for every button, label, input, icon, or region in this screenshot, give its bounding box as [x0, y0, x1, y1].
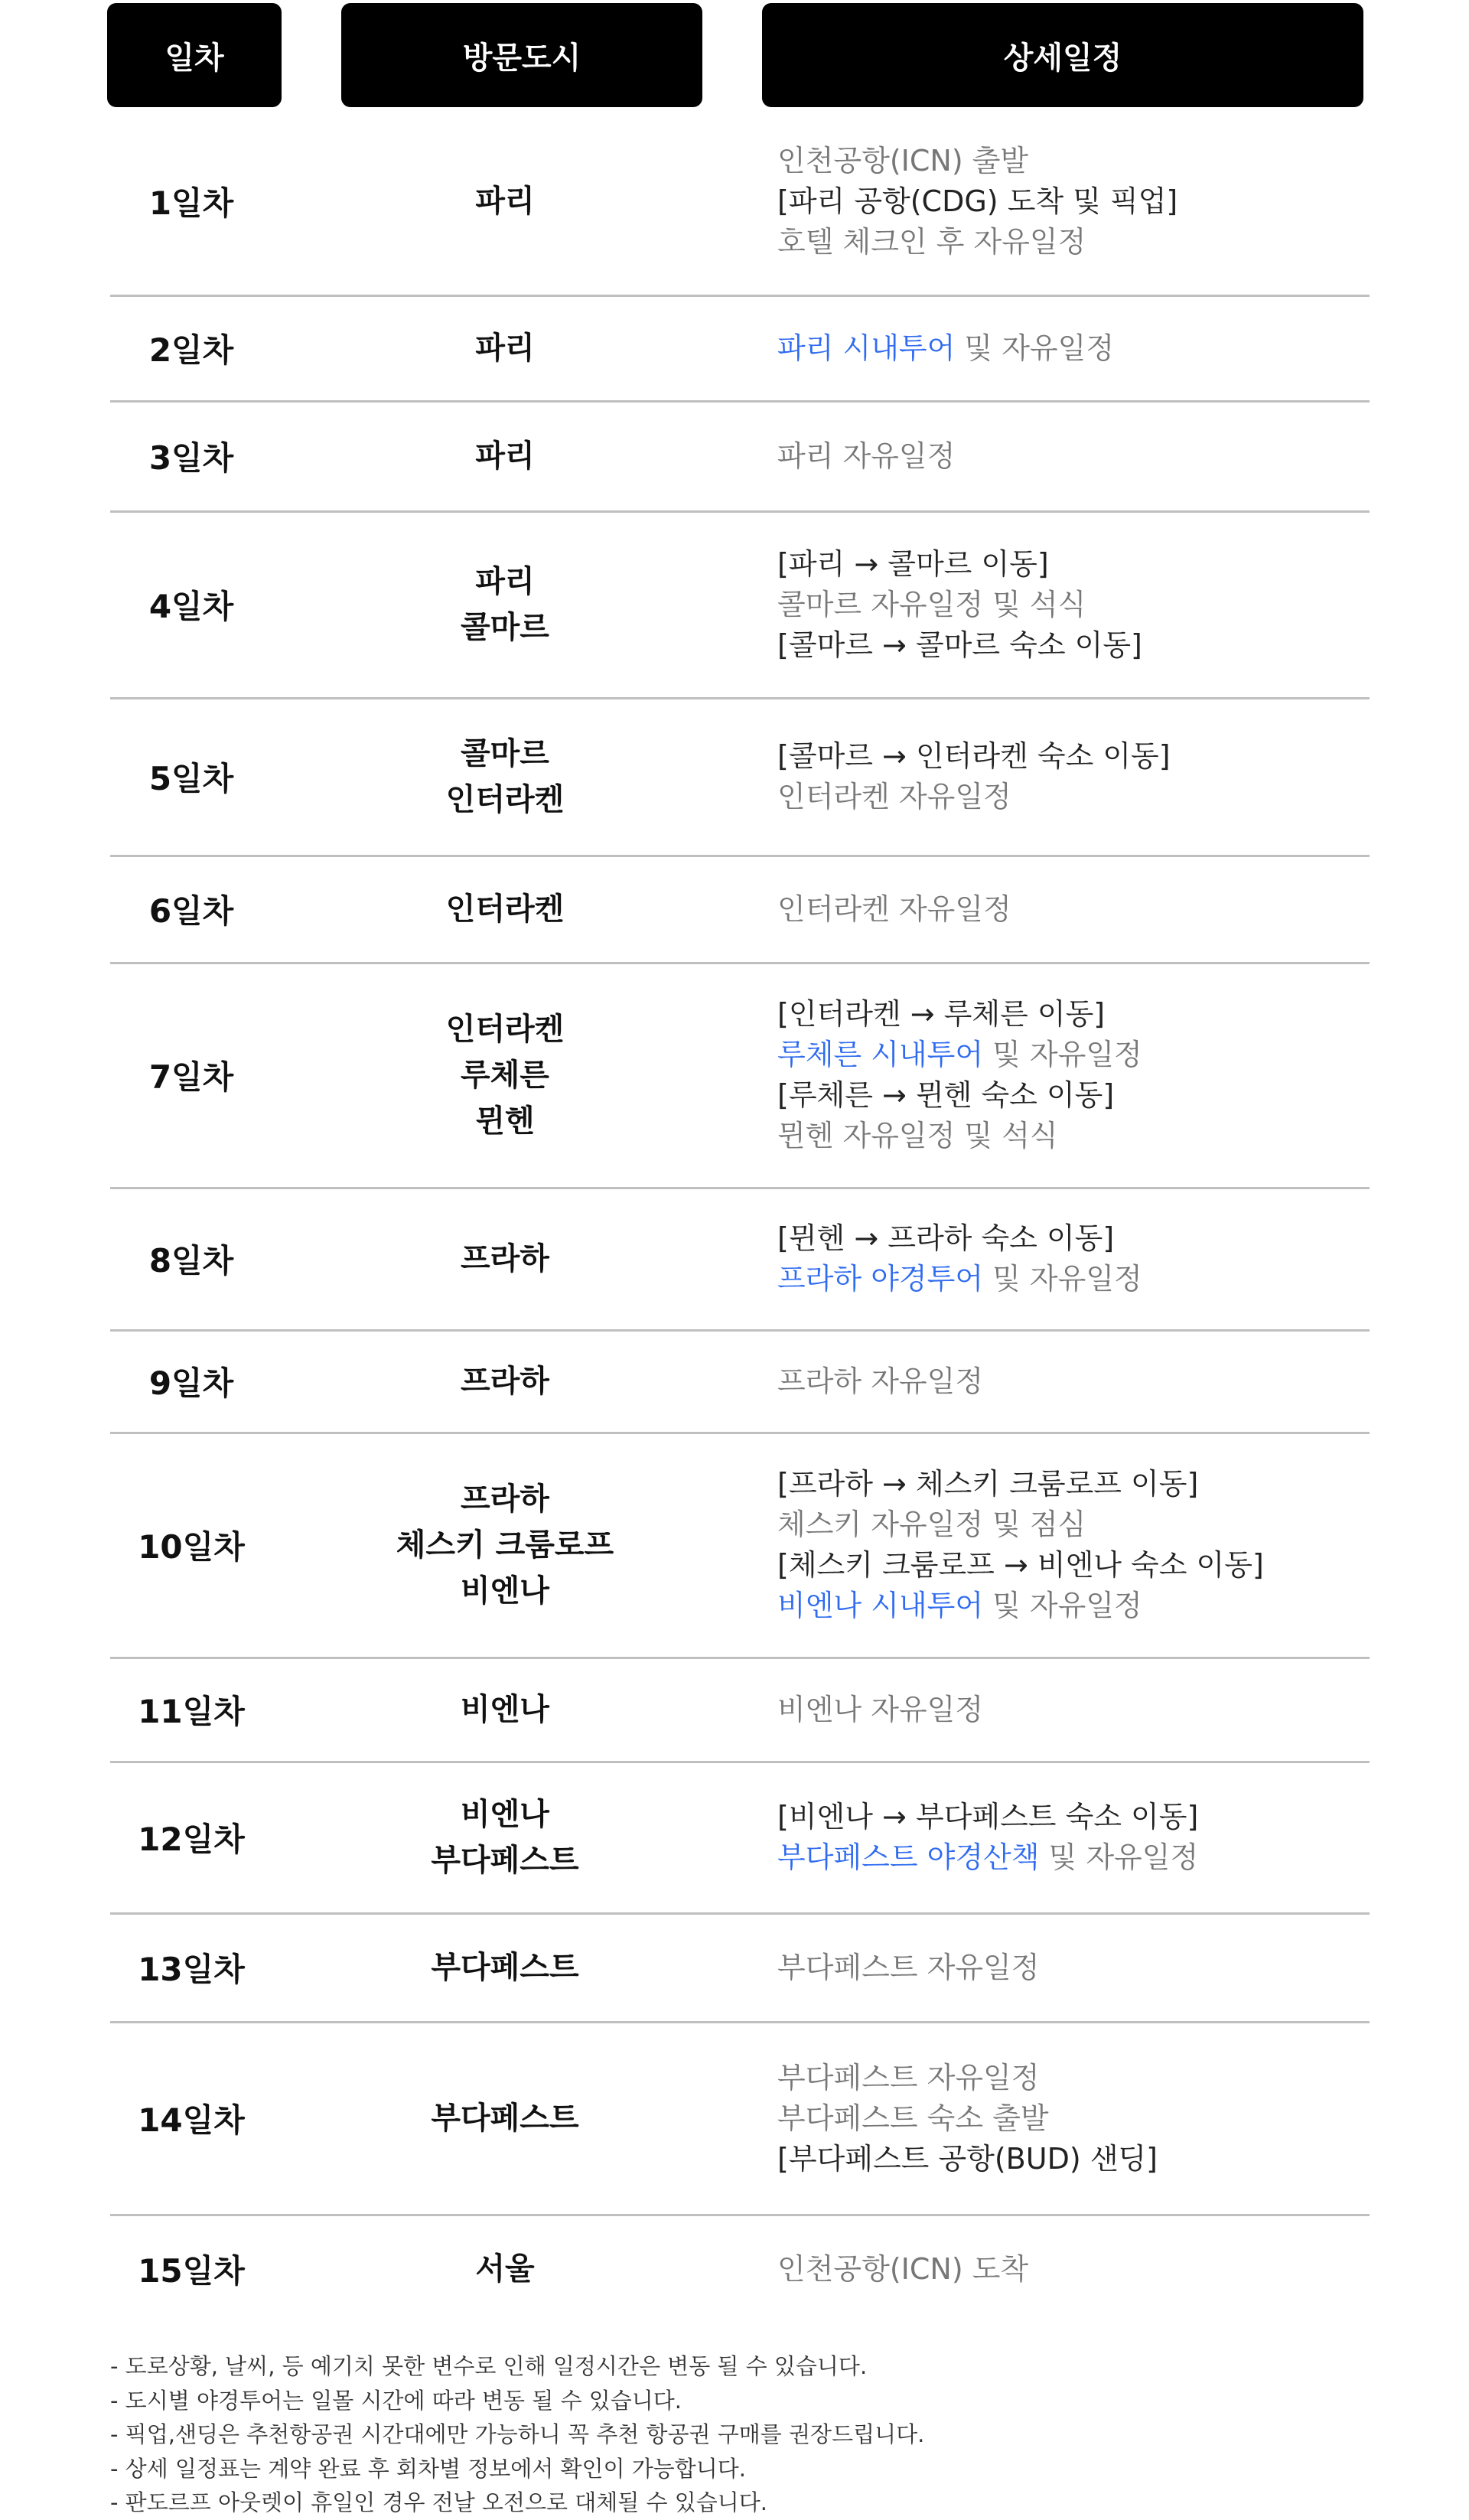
detail-line [777, 1586, 1374, 1626]
day-cell: 9일차 [148, 1364, 234, 1402]
day-cell: 4일차 [148, 588, 234, 625]
detail-line [777, 181, 1374, 222]
detail-text: [부다페스트 공항(BUD) 샌딩] [777, 2141, 1158, 2176]
city-name: 프라하 [461, 1241, 549, 1276]
detail-line [777, 1545, 1374, 1586]
day-cell: 7일차 [148, 1058, 234, 1096]
detail-cell [777, 2249, 1374, 2290]
detail-line [777, 1837, 1374, 1878]
city-name: 체스키 크룸로프 [396, 1527, 614, 1563]
city-cell [363, 1476, 647, 1614]
detail-cell [777, 1690, 1374, 1730]
detail-text: [뮌헨 → 프라하 숙소 이동] [777, 1221, 1115, 1255]
table-row [110, 1433, 1370, 1658]
detail-line [777, 1505, 1374, 1545]
detail-text: 부다페스트 숙소 출발 [777, 2101, 1049, 2135]
detail-line [777, 222, 1374, 262]
city-name: 파리 [475, 184, 535, 219]
table-row [110, 401, 1370, 511]
detail-text: [비엔나 → 부다페스트 숙소 이동] [777, 1800, 1199, 1834]
header-day: 일차 [107, 3, 282, 107]
city-cell [363, 178, 647, 224]
header-city: 방문도시 [341, 3, 702, 107]
city-cell [363, 1945, 647, 1990]
detail-line [777, 994, 1374, 1035]
city-name: 서울 [475, 2251, 535, 2287]
detail-text: [인터라켄 → 루체른 이동] [777, 997, 1106, 1031]
day-cell: 1일차 [148, 184, 234, 222]
table-row [110, 698, 1370, 856]
detail-line [777, 436, 1374, 477]
day-cell: 5일차 [148, 760, 234, 797]
city-name: 파리 [475, 331, 535, 366]
city-name: 인터라켄 [445, 892, 565, 927]
detail-cell [777, 328, 1374, 369]
detail-cell [777, 889, 1374, 930]
city-name: 프라하 [461, 1482, 549, 1517]
table-row [110, 963, 1370, 1188]
detail-line [777, 141, 1374, 181]
table-row [110, 2215, 1370, 2323]
city-cell [363, 1358, 647, 1404]
table-row [110, 1762, 1370, 1913]
city-cell [363, 886, 647, 932]
detail-line [777, 1116, 1374, 1156]
detail-cell [777, 544, 1374, 666]
detail-line [777, 2098, 1374, 2139]
table-row [110, 295, 1370, 401]
city-cell [363, 1791, 647, 1883]
detail-line [777, 1218, 1374, 1259]
detail-text: 및 자유일정 [983, 1589, 1142, 1622]
tour-highlight: 부다페스트 야경산책 [777, 1840, 1040, 1874]
detail-line [777, 585, 1374, 625]
detail-text: 콜마르 자유일정 및 석식 [777, 587, 1086, 621]
table-row [110, 2022, 1370, 2215]
detail-line [777, 1948, 1374, 1988]
table-row [110, 107, 1370, 295]
detail-line [777, 1690, 1374, 1730]
day-cell: 12일차 [138, 1821, 245, 1858]
detail-text: 프라하 자유일정 [777, 1364, 984, 1398]
detail-cell [777, 1464, 1374, 1626]
detail-text: [콜마르 → 콜마르 숙소 이동] [777, 628, 1142, 662]
table-row [110, 511, 1370, 698]
day-cell: 8일차 [148, 1242, 234, 1280]
day-cell: 10일차 [138, 1528, 245, 1566]
detail-line [777, 328, 1374, 369]
day-cell: 13일차 [138, 1951, 245, 1988]
header-detail: 상세일정 [762, 3, 1363, 107]
detail-line [777, 889, 1374, 930]
day-cell: 14일차 [138, 2101, 245, 2139]
detail-text: 비엔나 자유일정 [777, 1692, 984, 1726]
detail-text: 파리 자유일정 [777, 438, 956, 473]
note-item: - 도로상황, 날씨, 등 예기치 못한 변수로 인해 일정시간은 변동 될 수 있습니다. [110, 2353, 868, 2379]
table-row [110, 1330, 1370, 1433]
detail-text: 인천공항(ICN) 도착 [777, 2251, 1029, 2286]
detail-text: [체스키 크룸로프 → 비엔나 숙소 이동] [777, 1548, 1264, 1582]
detail-line [777, 2249, 1374, 2290]
detail-text: 및 자유일정 [1039, 1840, 1199, 1874]
city-name: 파리 [475, 564, 535, 599]
detail-line [777, 1797, 1374, 1837]
detail-line [777, 1035, 1374, 1075]
detail-text: [파리 공항(CDG) 도착 및 픽업] [777, 184, 1178, 218]
detail-line [777, 544, 1374, 585]
city-name: 뮌헨 [475, 1104, 535, 1139]
city-cell [363, 731, 647, 823]
detail-line [777, 736, 1374, 777]
day-cell: 15일차 [138, 2252, 245, 2290]
day-cell: 11일차 [138, 1693, 245, 1730]
detail-text: 및 자유일정 [983, 1038, 1142, 1071]
table-row [110, 1913, 1370, 2022]
table-row [110, 1188, 1370, 1330]
city-cell [363, 1236, 647, 1282]
detail-text: 뮌헨 자유일정 및 석식 [777, 1119, 1058, 1152]
detail-line [777, 2139, 1374, 2179]
note-item: - 픽업,샌딩은 추천항공권 시간대에만 가능하니 꼭 추천 항공권 구매를 권장드립니다. [110, 2421, 925, 2447]
detail-cell [777, 1948, 1374, 1988]
detail-text: 인터라켄 자유일정 [777, 892, 1011, 926]
detail-text: 및 자유일정 [955, 331, 1115, 365]
detail-line [777, 625, 1374, 666]
city-name: 비엔나 [461, 1797, 549, 1832]
detail-cell [777, 1218, 1374, 1299]
city-name: 파리 [475, 438, 535, 474]
detail-line [777, 1259, 1374, 1299]
detail-cell [777, 1361, 1374, 1402]
detail-text: 체스키 자유일정 및 점심 [777, 1508, 1086, 1541]
city-name: 부다페스트 [431, 1843, 579, 1878]
city-name: 인터라켄 [445, 782, 565, 817]
tour-highlight: 프라하 야경투어 [777, 1262, 984, 1296]
detail-text: 부다페스트 자유일정 [777, 1950, 1040, 1984]
tour-highlight: 루체른 시내투어 [777, 1038, 984, 1071]
day-cell: 6일차 [148, 892, 234, 930]
detail-line [777, 1464, 1374, 1505]
detail-cell [777, 994, 1374, 1156]
city-cell [363, 1006, 647, 1144]
city-name: 인터라켄 [445, 1012, 565, 1047]
detail-text: [콜마르 → 인터라켄 숙소 이동] [777, 739, 1171, 773]
city-cell [363, 559, 647, 650]
detail-cell [777, 1797, 1374, 1878]
detail-text: 인터라켄 자유일정 [777, 780, 1011, 813]
detail-line [777, 1361, 1374, 1402]
city-cell [363, 2095, 647, 2141]
city-name: 부다페스트 [431, 2101, 579, 2136]
city-name: 비엔나 [461, 1573, 549, 1609]
note-item: - 도시별 야경투어는 일몰 시간에 따라 변동 될 수 있습니다. [110, 2387, 682, 2414]
detail-text: 부다페스트 자유일정 [777, 2060, 1040, 2095]
city-cell [363, 325, 647, 371]
city-name: 콜마르 [461, 610, 549, 645]
detail-text: 호텔 체크인 후 자유일정 [777, 224, 1086, 259]
day-cell: 2일차 [148, 331, 234, 369]
city-name: 콜마르 [461, 736, 549, 771]
note-item: - 상세 일정표는 계약 완료 후 회차별 정보에서 확인이 가능합니다. [110, 2455, 747, 2482]
city-name: 루체른 [461, 1058, 549, 1093]
tour-highlight: 비엔나 시내투어 [777, 1589, 984, 1622]
table-row [110, 856, 1370, 963]
detail-text: [파리 → 콜마르 이동] [777, 546, 1049, 581]
table-row [110, 1658, 1370, 1762]
detail-cell [777, 141, 1374, 262]
detail-line [777, 2058, 1374, 2098]
detail-text: 및 자유일정 [983, 1262, 1142, 1296]
detail-text: 인천공항(ICN) 출발 [777, 143, 1029, 178]
detail-line [777, 777, 1374, 817]
detail-text: [루체른 → 뮌헨 숙소 이동] [777, 1078, 1115, 1112]
city-cell [363, 1687, 647, 1733]
city-name: 비엔나 [461, 1692, 549, 1727]
detail-cell [777, 2058, 1374, 2179]
city-name: 프라하 [461, 1364, 549, 1399]
day-cell: 3일차 [148, 439, 234, 477]
detail-line [777, 1075, 1374, 1116]
city-cell [363, 433, 647, 479]
detail-cell [777, 436, 1374, 477]
city-name: 부다페스트 [431, 1950, 579, 1985]
detail-cell [777, 736, 1374, 817]
notes-list [110, 2349, 1365, 2520]
detail-text: [프라하 → 체스키 크룸로프 이동] [777, 1467, 1199, 1501]
city-cell [363, 2246, 647, 2292]
tour-highlight: 파리 시내투어 [777, 331, 956, 365]
note-item: - 판도르프 아웃렛이 휴일인 경우 전날 오전으로 대체될 수 있습니다. [110, 2489, 768, 2515]
